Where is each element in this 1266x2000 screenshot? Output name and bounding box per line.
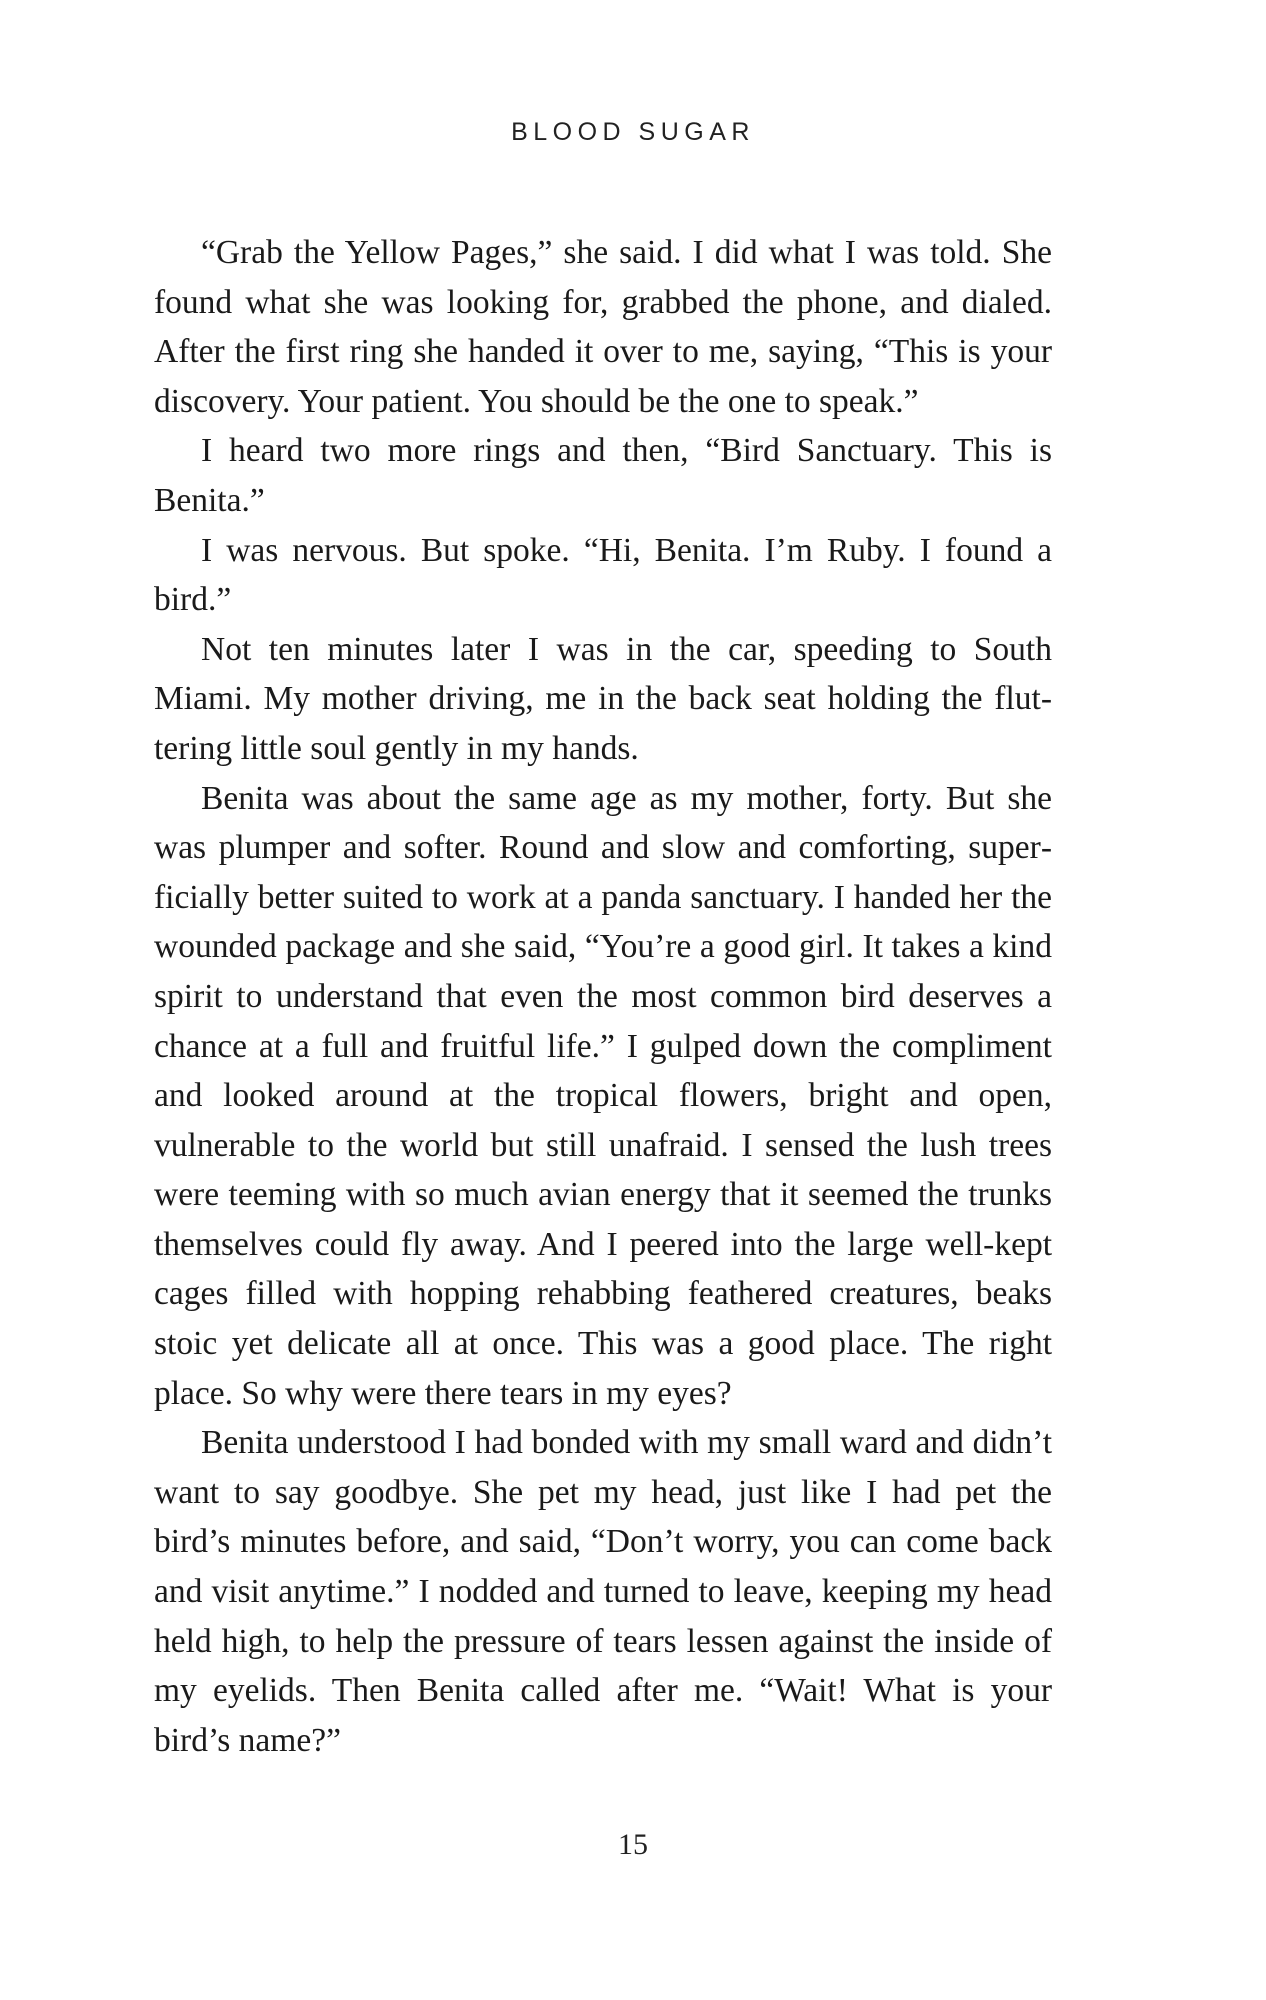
paragraph: I was nervous. But spoke. “Hi, Benita. I’m Ruby. I found a bird.” [154, 531, 1052, 619]
body-text [154, 228, 1052, 1765]
page-number: 15 [618, 1828, 648, 1861]
paragraph: I heard two more rings and then, “Bird Sanctuary. This is Benita.” [154, 432, 1052, 519]
paragraph: Benita understood I had bonded with my small ward and didn’t want to say goodbye. She pet my head, just like I had pet the bird’s minutes before, and said, “Don’t worry, you can come back and visit anytime.” I nodded and turned to leave, keeping my head held high, to help the pressure of tears lessen against the inside of my eyelids. Then Benita called after me. “Wait! What is your bird’s name?” [154, 1424, 1052, 1759]
paragraph: Benita was about the same age as my mother, forty. But she was plumper and softer. Round and slow and comforting, superficially better suited to work at a panda sanctuary. I handed her the wounded package and she said, “You’re a good girl. It takes a kind spirit to understand that even the most common bird deserves a chance at a full and fruitful life.” I gulped down the compliment and looked around at the tropical flowers, bright and open, vulnerable to the world but still unafraid. I sensed the lush trees were teeming with so much avian energy that it seemed the trunks themselves could fly away. And I peered into the large well-kept cages filled with hopping rehabbing feathered creatures, beaks stoic yet delicate all at once. This was a good place. The right place. So why were there tears in my eyes? [154, 779, 1052, 1412]
running-head: BLOOD SUGAR [511, 118, 755, 146]
paragraph: Not ten minutes later I was in the car, speeding to South Miami. My mother driving, me in the back seat holding the fluttering little soul gently in my hands. [154, 630, 1052, 767]
paragraph: “Grab the Yellow Pages,” she said. I did what I was told. She found what she was looking for, grabbed the phone, and dialed. After the first ring she handed it over to me, saying, “This is your discovery. Your patient. You should be the one to speak.” [154, 234, 1052, 420]
